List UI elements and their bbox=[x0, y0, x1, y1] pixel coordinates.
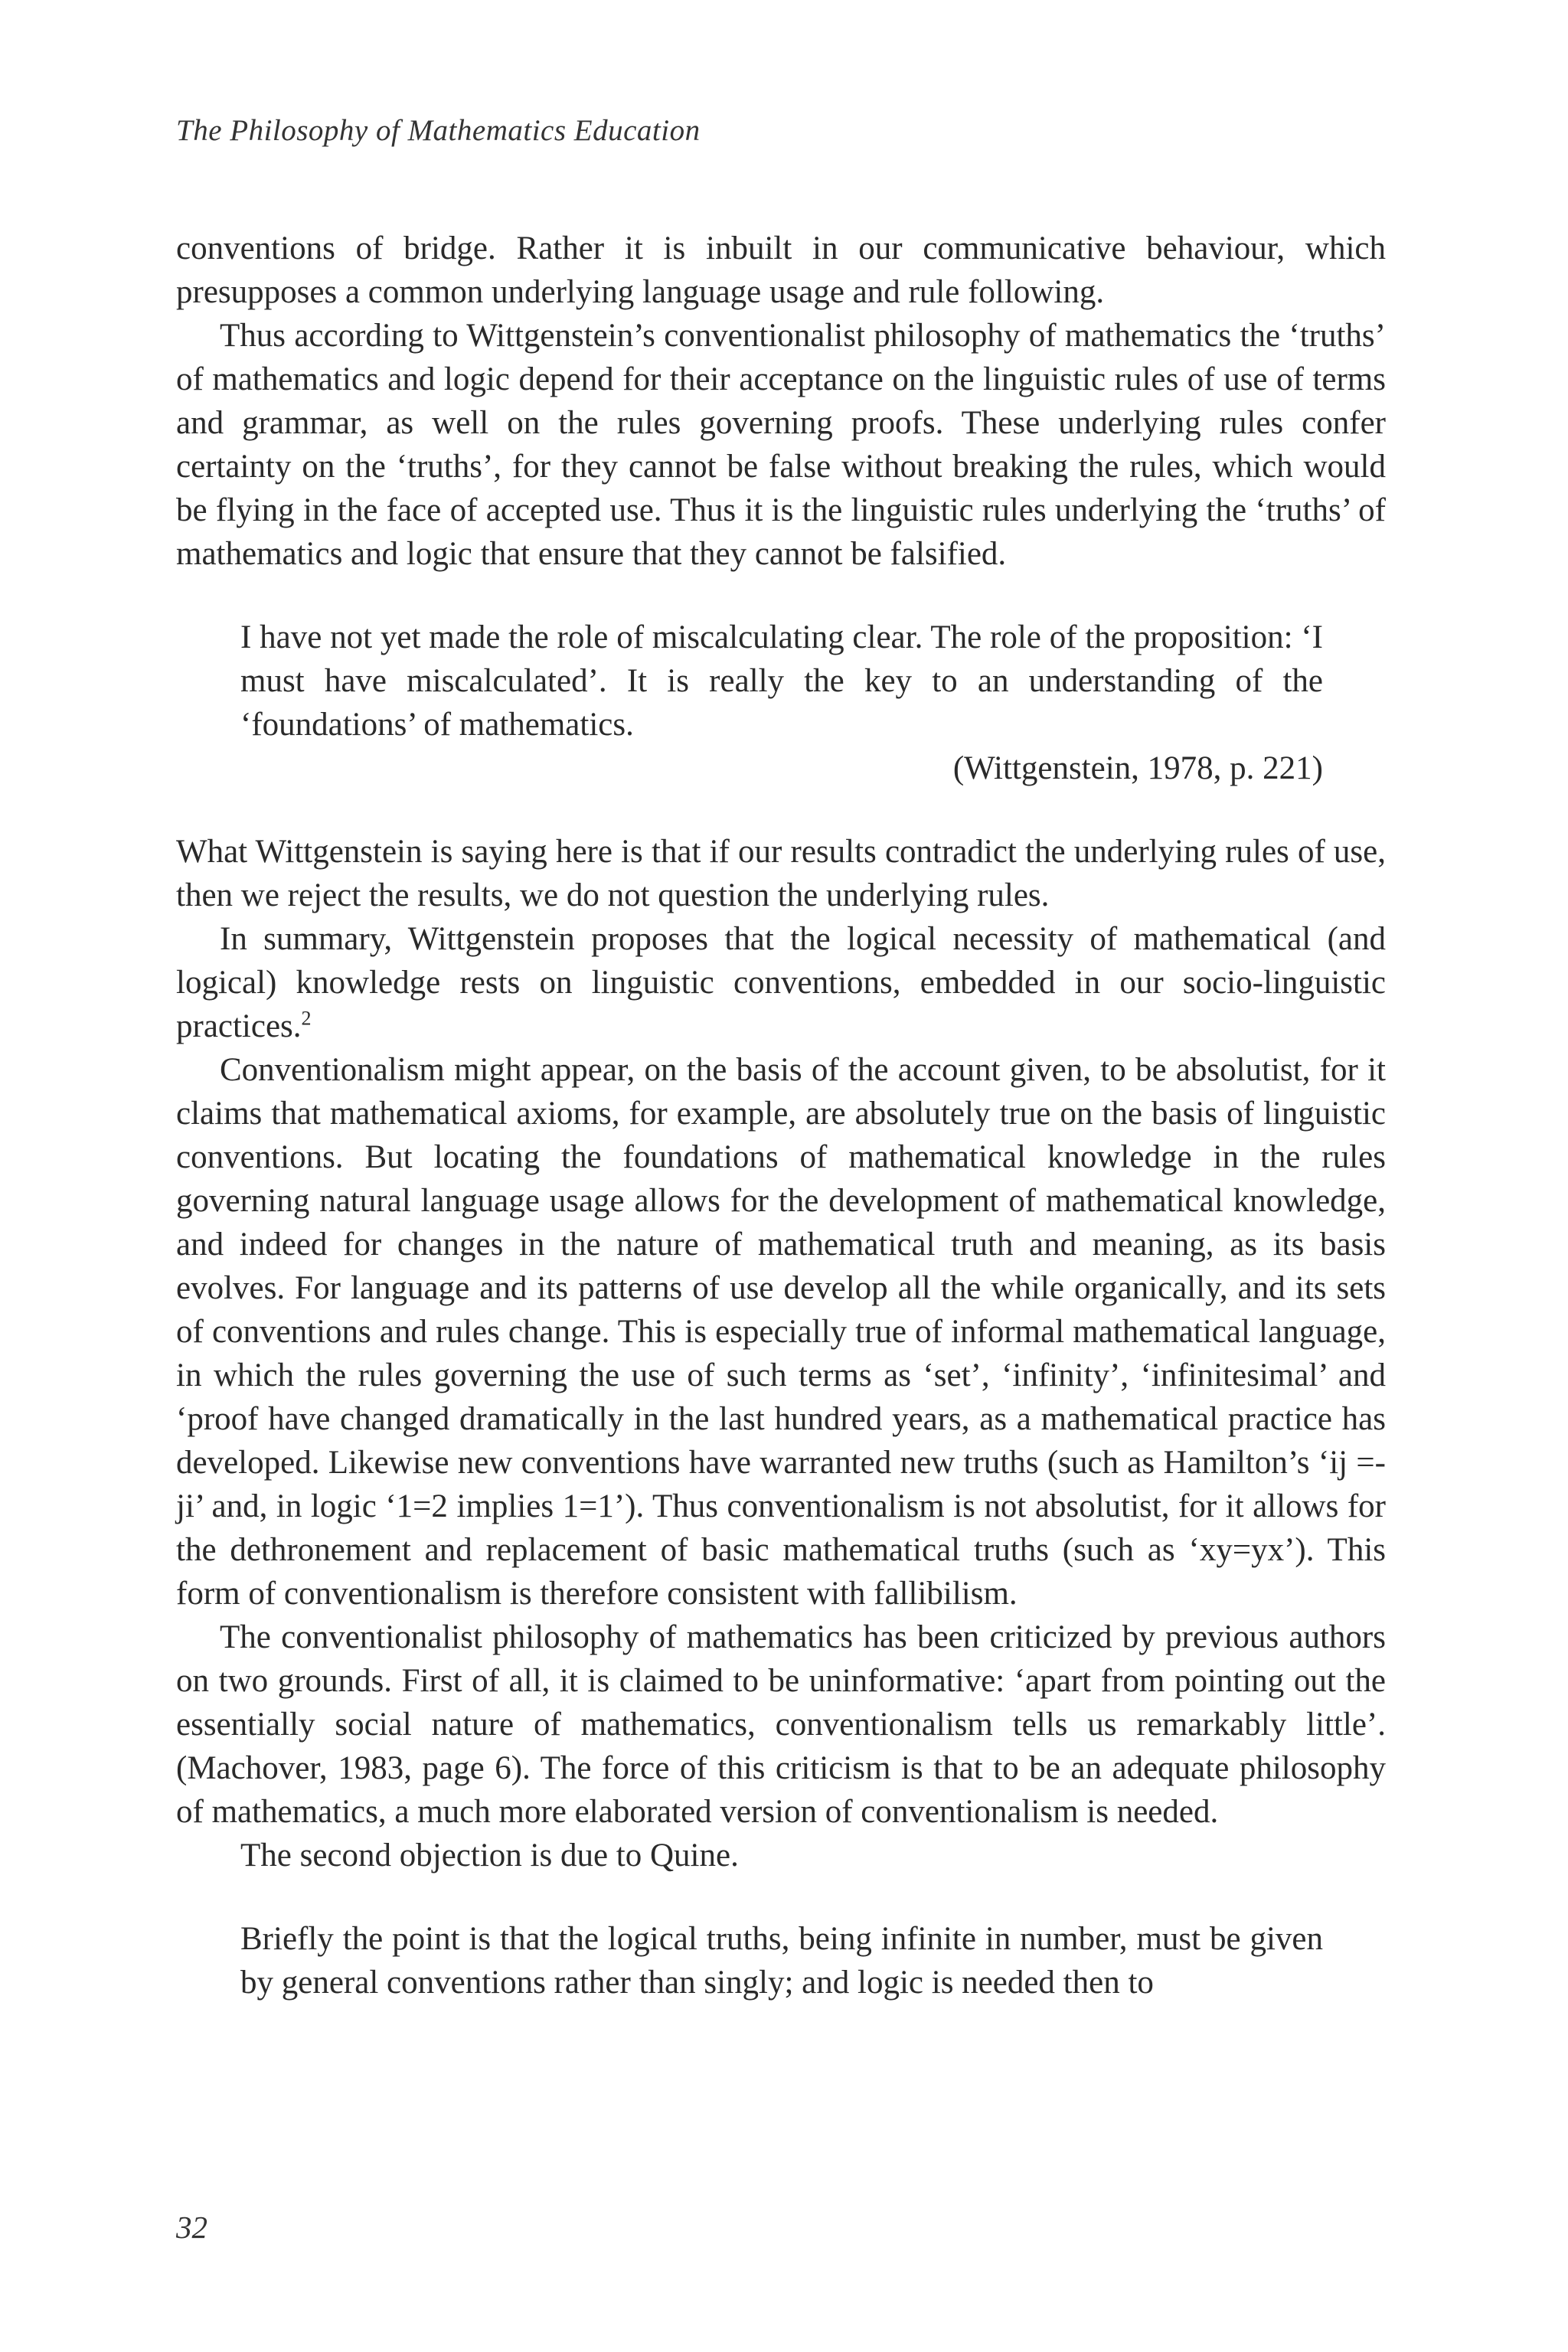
paragraph: Conventionalism might appear, on the basis of the account given, to be absolutist, for it claims that mathematical axioms, for example, are absolutely true on the basis of linguistic conventions. But locating the foundations of mathematical knowledge in the rules governing natural language usage allows for the development of mathematical knowledge, and indeed for changes in the nature of mathematical truth and meaning, as its basis evolves. For language and its patterns of use develop all the while organically, and its sets of conventions and rules change. This is especially true of informal mathematical language, in which the rules governing the use of such terms as ‘set’, ‘infinity’, ‘infinitesimal’ and ‘proof have changed dramatically in the last hundred years, as a mathematical practice has developed. Likewise new conventions have warranted new truths (such as Hamilton’s ‘ij =-ji’ and, in logic ‘1=2 implies 1=1’). Thus conventionalism is not absolutist, for it allows for the dethronement and replacement of basic mathematical truths (such as ‘xy=yx’). This form of conventionalism is therefore consistent with fallibilism. bbox=[176, 1052, 1386, 1612]
running-head: The Philosophy of Mathematics Education bbox=[176, 114, 701, 147]
block-quote bbox=[240, 1917, 1323, 2004]
page-number: 32 bbox=[176, 2210, 207, 2245]
footnote-marker: 2 bbox=[301, 1007, 312, 1030]
paragraph: The conventionalist philosophy of mathematics has been criticized by previous authors on two grounds. First of all, it is claimed to be uninformative: ‘apart from pointing out the essentially social nature of mathematics, conventionalism tells us remarkably little’. (Machover, 1983, page 6). The force of this criticism is that to be an adequate philosophy of mathematics, a much more elaborated version of conventionalism is needed. bbox=[176, 1619, 1386, 1830]
paragraph: Thus according to Wittgenstein’s conventionalist philosophy of mathematics the ‘truths’ of mathematics and logic depend for their acceptance on the linguistic rules of use of terms and grammar, as well on the rules governing proofs. These underlying rules confer certainty on the ‘truths’, for they cannot be false without breaking the rules, which would be flying in the face of accepted use. Thus it is the linguistic rules underlying the ‘truths’ of mathematics and logic that ensure that they cannot be falsified. bbox=[176, 318, 1386, 572]
paragraph bbox=[176, 917, 1386, 1048]
quote-citation: (Wittgenstein, 1978, p. 221) bbox=[952, 750, 1323, 786]
block-quote bbox=[240, 616, 1323, 790]
quote-text: I have not yet made the role of miscalculating clear. The role of the proposition: ‘I must have miscalculated’. It is really the key to an understanding of the ‘foundations’ of mathematics. bbox=[240, 619, 1323, 743]
paragraph: conventions of bridge. Rather it is inbuilt in our communicative behaviour, which presupposes a common underlying language usage and rule following. bbox=[176, 230, 1386, 310]
paragraph-text: In summary, Wittgenstein proposes that the logical necessity of mathematical (and logical) knowledge rests on linguistic conventions, embedded in our socio-linguistic practices. bbox=[176, 921, 1386, 1044]
quote-text: Briefly the point is that the logical truths, being infinite in number, must be given by general conventions rather than singly; and logic is needed then to bbox=[240, 1921, 1323, 2001]
paragraph: What Wittgenstein is saying here is that if our results contradict the underlying rules of use, then we reject the results, we do not question the underlying rules. bbox=[176, 834, 1386, 913]
paragraph: The second objection is due to Quine. bbox=[240, 1838, 739, 1873]
body-text bbox=[176, 227, 1386, 2004]
